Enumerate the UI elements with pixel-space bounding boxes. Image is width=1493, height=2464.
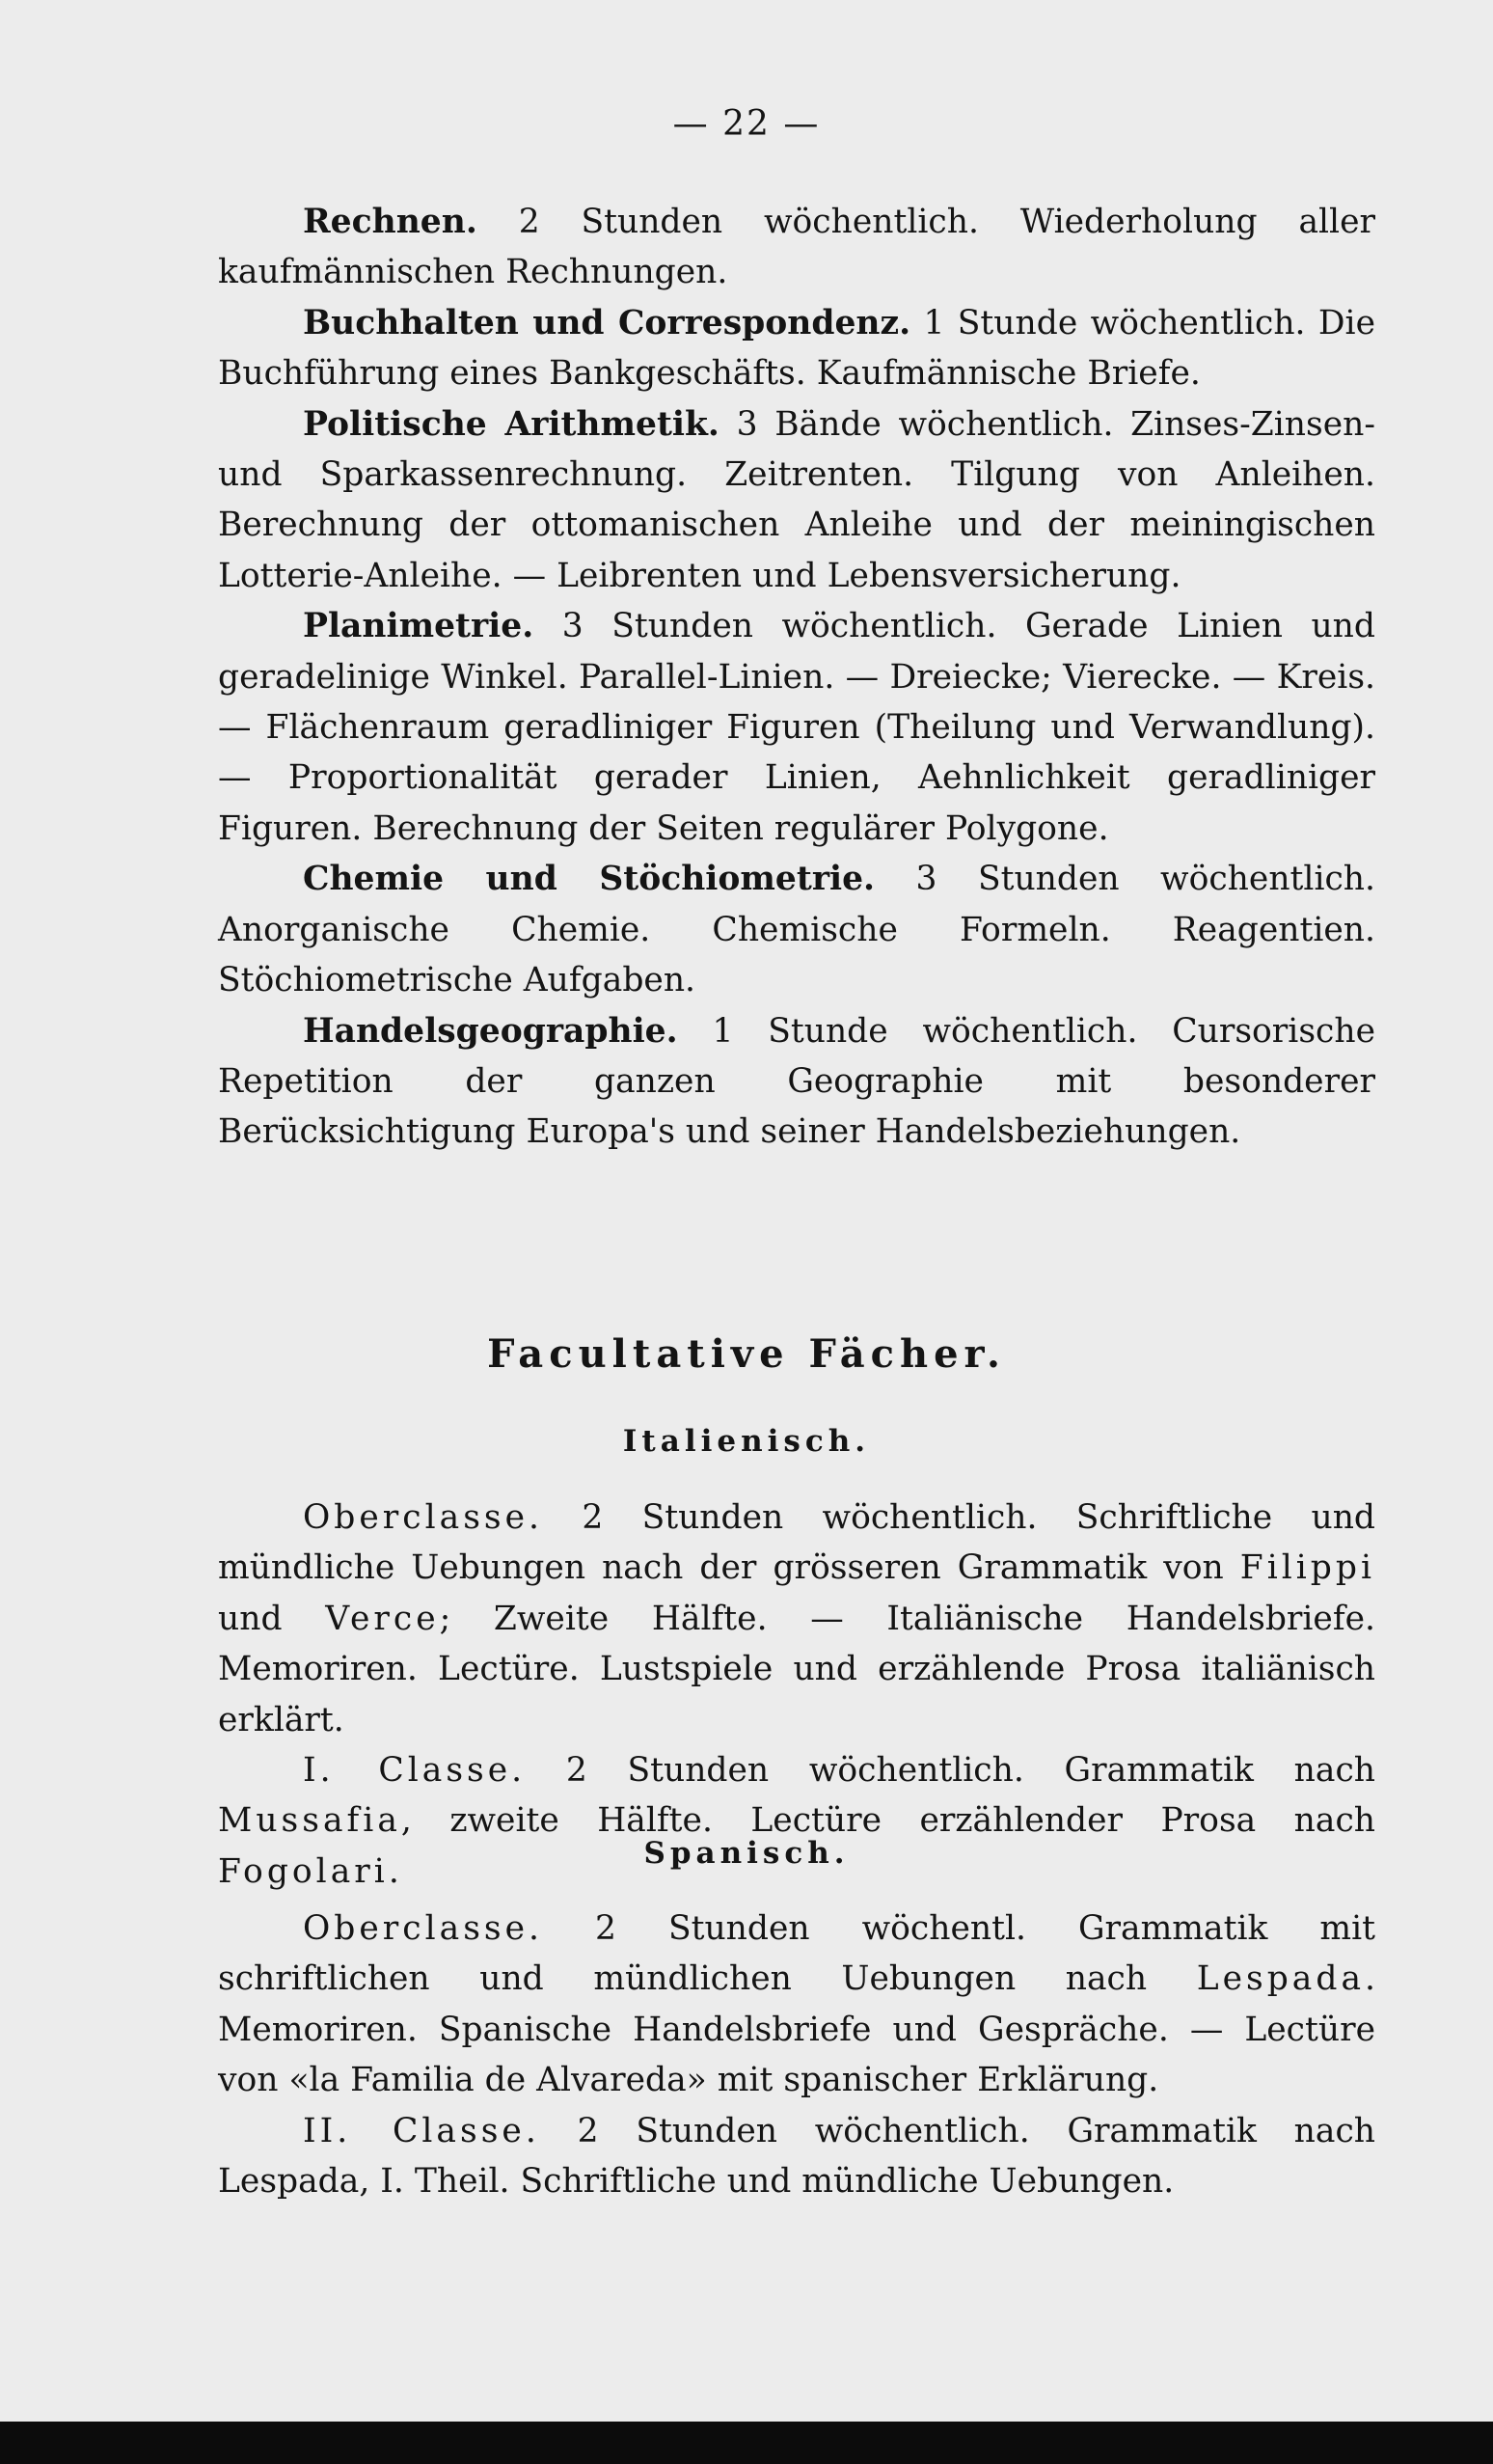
subject-title: Politische Arithmetik. [303,404,719,444]
class-label: Oberclasse. [303,1909,543,1948]
author-name: Filippi [1239,1548,1375,1588]
author-name: Verce [325,1599,440,1638]
subject-title: Handelsgeographie. [303,1011,678,1051]
paragraph-text: ; Zweite Hälfte. — Italiänische Handelsbriefe. Memoriren. Lectüre. Lustspiele und erzählende Prosa italiänisch erklärt. [218,1599,1375,1739]
paragraph-planimetrie [218,601,1375,854]
subject-title: Buchhalten und Correspondenz. [303,303,911,342]
subject-text: 3 Stunden wöchentlich. Gerade Linien und geradelinige Winkel. Parallel-Linien. — Dreiecke; Vierecke. — Kreis. — Flächenraum geradliniger Figuren (Theilung und Verwandlung). — Proportionalität gerader Linien, Aehnlichkeit geradliniger Figuren. Berechnung der Seiten regulärer Polygone. [218,607,1375,848]
paragraph-text: , zweite Hälfte. Lectüre erzählender Prosa nach [400,1801,1375,1841]
scan-border [0,2422,1493,2464]
paragraph-rechnen [218,197,1375,298]
paragraph-text: 2 Stunden wöchentlich. Grammatik nach [526,1751,1375,1791]
class-label: Oberclasse. [303,1498,543,1537]
spanisch-section [218,1903,1375,2206]
heading-facultative: Facultative Fächer. [487,1331,1006,1377]
paragraph-chemie [218,854,1375,1005]
heading-italienisch: Italienisch. [622,1424,871,1459]
paragraph-text: und [218,1599,326,1638]
class-label: I. Classe. [303,1751,527,1791]
subject-text: 1 Stunde wöchentlich. Die Buchführung eines Bankgeschäfts. Kaufmännische Briefe. [218,303,1375,394]
subject-text: 1 Stunde wöchentlich. Cursorische Repetition der ganzen Geographie mit besonderer Berücksichtigung Europa's und seiner Handelsbeziehungen. [218,1011,1375,1152]
subject-title: Rechnen. [303,203,477,241]
paragraph-buchhalten [218,298,1375,399]
paragraph-italienisch-oberclasse [218,1492,1375,1745]
author-name: Mussafia [218,1801,401,1841]
paragraph-text: 2 Stunden wöchentlich. Schriftliche und mündliche Uebungen nach der grösseren Grammatik von [218,1498,1375,1588]
heading-spanisch: Spanisch. [643,1836,850,1871]
class-label: II. Classe. [303,2111,540,2150]
paragraph-arithmetik [218,399,1375,602]
paragraph-text: 2 Stunden wöchentl. Grammatik mit schriftlichen und mündlichen Uebungen nach [218,1909,1375,1999]
paragraph-handelsgeographie [218,1006,1375,1158]
subject-title: Planimetrie. [303,607,534,646]
subjects-section [218,197,1375,1158]
paragraph-text: . Memoriren. Spanische Handelsbriefe und Gespräche. — Lectüre von «la Familia de Alvareda» mit spanischer Erklärung. [218,1959,1375,2100]
paragraph-spanisch-classe-2 [218,2106,1375,2207]
author-name: Fogolari [218,1851,389,1891]
paragraph-text: . [388,1851,399,1891]
subject-text: 2 Stunden wöchentlich. Wiederholung aller kaufmännischen Rechnungen. [218,203,1375,292]
paragraph-text: 2 Stunden wöchentlich. Grammatik nach Lespada, I. Theil. Schriftliche und mündliche Uebungen. [218,2111,1375,2202]
subject-text: 3 Bände wöchentlich. Zinses-Zinsen- und Sparkassenrechnung. Zeitrenten. Tilgung von Anleihen. Berechnung der ottomanischen Anleihe und der meiningischen Lotterie-Anleihe. — Leibrenten und Lebensversicherung. [218,404,1375,595]
paragraph-spanisch-oberclasse [218,1903,1375,2106]
subject-title: Chemie und Stöchiometrie. [303,860,876,899]
page-number: — 22 — [672,104,821,144]
subject-text: 3 Stunden wöchentlich. Anorganische Chemie. Chemische Formeln. Reagentien. Stöchiometrische Aufgaben. [218,860,1375,1000]
author-name: Lespada [1196,1959,1366,1999]
paragraph-italienisch-classe-1 [218,1745,1375,1897]
